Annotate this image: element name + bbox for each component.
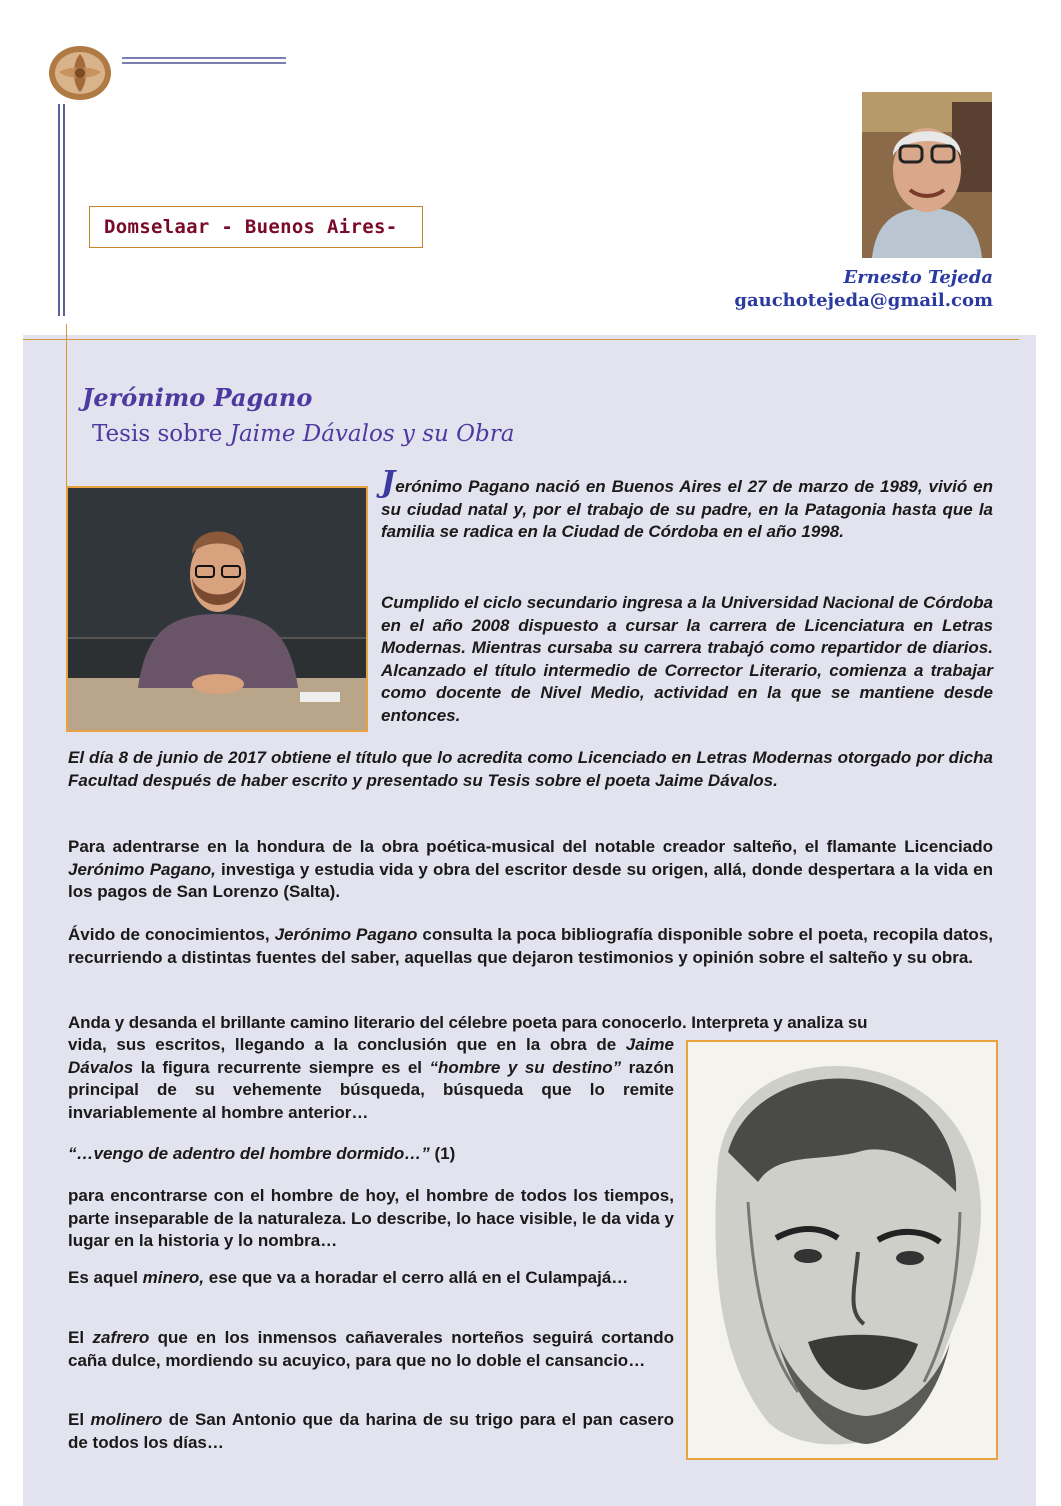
quote-line xyxy=(68,1143,674,1166)
p6-italic-1: Jaime Dávalos xyxy=(68,1035,674,1077)
subtitle-italic: Jaime Dávalos y su Obra xyxy=(229,421,515,447)
p4-a: Para adentrarse en la hondura de la obra poética-musical del notable creador salteño, el flamante Licenciado xyxy=(68,837,993,856)
p8-b: ese que va a horadar el cerro allá en el Culampajá… xyxy=(204,1268,629,1287)
panel-rule xyxy=(23,339,1019,340)
p8-italic: minero, xyxy=(142,1268,205,1287)
author-photo xyxy=(862,92,992,258)
paragraph-2 xyxy=(381,592,993,727)
article-title: Jerónimo Pagano xyxy=(82,383,313,412)
p10-italic: molinero xyxy=(90,1410,163,1429)
p10-a: El xyxy=(68,1410,91,1429)
p6-c: razón principal de su vehemente búsqueda, búsqueda que lo remite invariablemente al hombre anterior… xyxy=(68,1057,675,1122)
paragraph-9 xyxy=(68,1327,674,1372)
dropcap: J xyxy=(381,465,396,500)
paragraph-6-line1: Anda y desanda el brillante camino literario del célebre poeta para conocerlo. Interpreta y analiza su xyxy=(68,1013,868,1032)
quote-italic: “…vengo de adentro del hombre dormido…” xyxy=(68,1144,430,1163)
header-vrule-right xyxy=(63,104,65,316)
author-name: Ernesto Tejeda xyxy=(843,267,993,288)
paragraph-6 xyxy=(68,1034,674,1124)
paragraph-4 xyxy=(68,836,993,904)
p9-a: El xyxy=(68,1328,93,1347)
p5-italic: Jerónimo Pagano xyxy=(274,925,418,944)
p4-b: investiga y estudia vida y obra del escritor desde su origen, allá, donde despertara a la vida en los pagos de San Lorenzo (Salta). xyxy=(68,859,993,901)
paragraph-3 xyxy=(68,747,993,792)
header-rule-bottom xyxy=(122,62,286,64)
p2-text: Cumplido el ciclo secundario ingresa a la Universidad Nacional de Córdoba en el año 2008 dispuesto a cursar la carrera de Licenciatura en Letras Modernas. Mientras cursaba su carrera trabajó como repartidor de diarios. Alcanzado el título intermedio de Corrector Literario, comienza a trabajar como docente de Nivel Medio, actividad en la que se mantiene desde entonces. xyxy=(381,593,993,725)
article-subtitle xyxy=(92,421,514,447)
p6-italic-2: “hombre y su destino” xyxy=(429,1057,622,1077)
p9-b: que en los inmensos cañaverales norteños seguirá cortando caña dulce, mordiendo su acuyico, para que no lo doble el cansancio… xyxy=(68,1328,674,1370)
author-email-link[interactable]: gauchotejeda@gmail.com xyxy=(734,290,993,311)
decorative-seal-icon xyxy=(44,42,120,102)
p10-b: de San Antonio que da harina de su trigo para el pan casero de todos los días… xyxy=(68,1410,674,1452)
p5-a: Ávido de conocimientos, xyxy=(68,925,275,944)
paragraph-5 xyxy=(68,924,993,969)
quote-ref: (1) xyxy=(429,1144,456,1163)
p6-a: vida, sus escritos, llegando a la conclusión que en la obra de xyxy=(68,1035,626,1054)
header-rule-top xyxy=(122,57,286,59)
panel-vrule xyxy=(66,324,67,490)
subtitle-prefix: Tesis sobre xyxy=(92,421,230,447)
paragraph-8 xyxy=(68,1267,674,1290)
p3-text: El día 8 de junio de 2017 obtiene el título que lo acredita como Licenciado en Letras Modernas otorgado por dicha Facultad después de haber escrito y presentado su Tesis sobre el poeta Jaime Dávalos. xyxy=(68,748,993,790)
paragraph-10 xyxy=(68,1409,674,1454)
p5-b: consulta la poca bibliografía disponible sobre el poeta, recopila datos, recurriendo a distintas fuentes del saber, aquellas que dejaron testimonios y opinión sobre el salteño y su obra. xyxy=(68,925,993,967)
davalos-portrait xyxy=(686,1040,998,1460)
p1-text: erónimo Pagano nació en Buenos Aires el 27 de marzo de 1989, vivió en su ciudad natal y, por el trabajo de su padre, en la Patagonia hasta que la familia se radica en la Ciudad de Córdoba en el año 1998. xyxy=(381,477,993,541)
header-vrule-left xyxy=(58,104,60,316)
p8-a: Es aquel xyxy=(68,1268,143,1287)
p4-italic: Jerónimo Pagano, xyxy=(68,859,216,879)
location-label: Domselaar - Buenos Aires- xyxy=(89,206,423,248)
p9-italic: zafrero xyxy=(92,1328,150,1347)
paragraph-1 xyxy=(381,465,993,544)
pagano-photo xyxy=(66,486,368,732)
paragraph-7: para encontrarse con el hombre de hoy, el hombre de todos los tiempos, parte inseparable de la naturaleza. Lo describe, lo hace visible, le da vida y lugar en la historia y lo nombra… xyxy=(68,1186,674,1250)
p6-b: la figura recurrente siempre es el xyxy=(133,1057,430,1077)
